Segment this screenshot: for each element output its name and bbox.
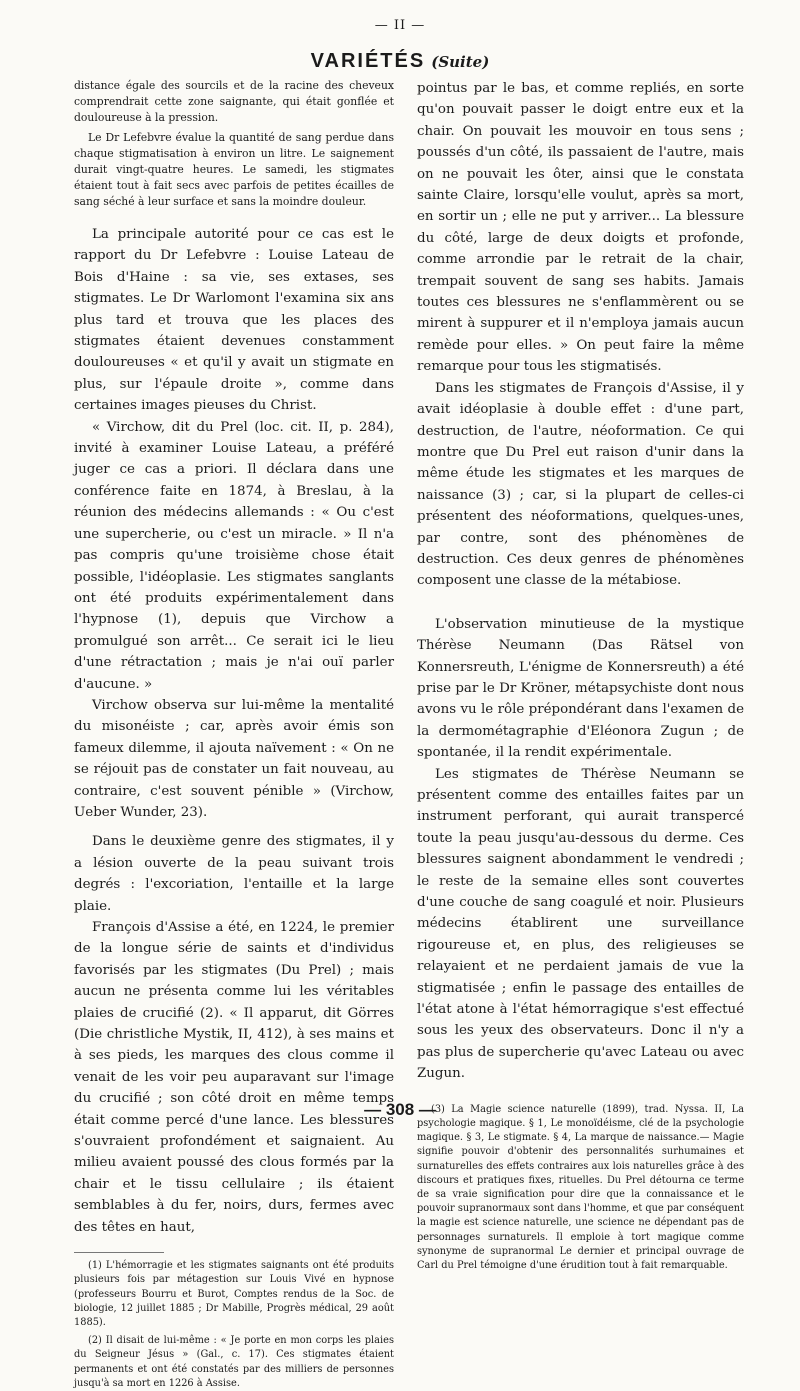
left-column	[74, 78, 394, 1391]
header-title: VARIÉTÉS	[310, 50, 426, 72]
footnote-rule	[74, 1252, 164, 1253]
footnote-2: (2) Il disait de lui-même : « Je porte en mon corps les plaies du Seigneur Jésus » (Gal., c. 17). Ces stigmates étaient permanents et ont été constatés par des milliers de personnes jusqu'à sa mort en 1226 à Assise.	[74, 1335, 394, 1389]
paragraph: L'observation minutieuse de la mystique Thérèse Neumann (Das Rätsel von Konnersreuth, L'énigme de Konnersreuth) a été prise par le Dr Kröner, métapsychiste dont nous avons vu le rôle prépondérant dans l'examen de la dermométagraphie d'Eléonora Zugun ; de spontanée, il la rendit expérimentale.	[417, 616, 744, 761]
small-text-1: distance égale des sourcils et de la racine des cheveux comprendrait cette zone saignante, qui était gonflée et douloureuse à la pression.	[74, 79, 394, 124]
footnote-1: (1) L'hémorragie et les stigmates saignants ont été produits plusieurs fois par métagestion sur Louis Vivé en hypnose (professeurs Bourru et Burot, Comptes rendus de la Soc. de biologie, 12 juillet 1885 ; Dr Mabille, Progrès médical, 29 août 1885).	[74, 1260, 394, 1328]
paragraph: Les stigmates de Thérèse Neumann se présentent comme des entailles faites par un instrument perforant, qui aurait transpercé toute la peau jusqu'au-dessous du derme. Ces blessures saignent abondamment le vendredi ; le reste de la semaine elles sont couvertes d'une couche de sang coagulé et noir. Plusieurs médecins établirent une surveillance rigoureuse et, en plus, des religieuses se relayaient et ne perdaient jamais de vue la stigmatisée ; enfin le passage des entailles de l'état atone à l'état hémorragique s'est effectué sous les yeux des observateurs. Donc il n'y a pas plus de supercherie qu'avec Lateau ou avec Zugun.	[417, 766, 744, 1082]
page-number: — 308 —	[364, 1100, 436, 1119]
paragraph: Dans le deuxième genre des stigmates, il y a lésion ouverte de la peau suivant trois degrés : l'excoriation, l'entaille et la large plaie.	[74, 834, 394, 914]
paragraph: pointus par le bas, et comme repliés, en sorte qu'on pouvait passer le doigt entre eux et la chair. On pouvait les mouvoir en tous sens ; poussés d'un côté, ils passaient de l'autre, mais on ne pouvait les ôter, ainsi que le constata sainte Claire, lorsqu'elle voulut, après sa mort, en sortir un ; elle ne put y arriver... La blessure du côté, large de deux doigts et profonde, comme arrondie par le retrait de la chair, trempait souvent de sang ses habits. Jamais toutes ces blessures ne s'enflammèrent ou se mirent à suppurer et il n'employa jamais aucun remède pour elles. » On peut faire la même remarque pour tous les stigmatisés.	[417, 81, 744, 375]
header-subtitle: (Suite)	[431, 53, 490, 71]
paragraph: « Virchow, dit du Prel (loc. cit. II, p. 284), invité à examiner Louise Lateau, a préféré juger ce cas a priori. Il déclara dans une conférence faite en 1874, à Breslau, à la réunion des médecins allemands : « Ou c'est une supercherie, ou c'est un miracle. » Il n'a pas compris qu'une troisième chose était possible, l'idéoplasie. Les stigmates sanglants ont été produits expérimentalement dans l'hypnose (1), depuis que Virchow a promulgué son arrêt... Ce serait ici le lieu d'une rétractation ; mais je n'ai ouï parler d'aucune. »	[74, 419, 394, 692]
paragraph: François d'Assise a été, en 1224, le premier de la longue série de saints et d'individus favorisés par les stigmates (Du Prel) ; mais aucun ne présenta comme lui les véritables plaies de crucifié (2). « Il apparut, dit Görres (Die christliche Mystik, II, 412), à ses mains et à ses pieds, les marques des clous comme il venait de les voir peu auparavant sur l'image du crucifié ; son côté droit en même temps était comme percé d'une lance. Les blessures s'ouvraient profondément et saignaient. Au milieu avaient poussé des clous formés par la chair et le tissu cellulaire ; ils étaient semblables à du fer, noirs, durs, fermes avec des têtes en haut,	[74, 920, 394, 1235]
paragraph: Virchow observa sur lui-même la mentalité du misonéiste ; car, après avoir émis son fameux dilemme, il ajouta naïvement : « On ne se réjouit pas de constater un fait nouveau, au contraire, c'est souvent pénible » (Virchow, Ueber Wunder, 23).	[74, 697, 394, 820]
folio: — II —	[374, 18, 426, 33]
running-header	[0, 50, 800, 73]
footnote-3: (3) La Magie science naturelle (1899), trad. Nyssa. II, La psychologie magique. § 1, Le monoïdéisme, clé de la psychologie magique. § 3, Le stigmate. § 4, La marque de naissance.— Magie signifie pouvoir d'obtenir des personnalités surhumaines et surnaturelles des effets contraires aux lois naturelles grâce à des discours et pratiques fixes, rituelles. Du Prel détourna ce terme de sa vraie signification pour dire que la connaissance et le pouvoir supranormaux sont dans l'homme, et que par conséquent la magie est science naturelle, une science ne dépendant pas de personnages surnaturels. Il emploie à tort magique comme synonyme de supranormal Le dernier et principal ouvrage de Carl du Prel témoigne d'une érudition tout à fait remarquable.	[417, 1103, 744, 1271]
small-text-2: Le Dr Lefebvre évalue la quantité de sang perdue dans chaque stigmatisation à environ un litre. Le saignement durait vingt-quatre heures. Le samedi, les stigmates étaient tout à fait secs avec parfois de petites écailles de sang séché à leur surface et sans la moindre douleur.	[74, 131, 394, 208]
right-column	[417, 78, 744, 1273]
paragraph: La principale autorité pour ce cas est le rapport du Dr Lefebvre : Louise Lateau de Bois d'Haine : sa vie, ses extases, ses stigmates. Le Dr Warlomont l'examina six ans plus tard et trouva que les places des stigmates étaient devenues constamment douloureuses « et qu'il y avait un stigmate en plus, sur l'épaule droite », comme dans certaines images pieuses du Christ.	[74, 227, 394, 414]
paragraph: Dans les stigmates de François d'Assise, il y avait idéoplasie à double effet : d'une part, destruction, de l'autre, néoformation. Ce qui montre que Du Prel eut raison d'unir dans la même étude les stigmates et les marques de naissance (3) ; car, si la plupart de celles-ci présentent des néoformations, quelques-unes, par contre, sont des phénomènes de destruction. Ces deux genres de phénomènes composent une classe de la métabiose.	[417, 380, 744, 589]
